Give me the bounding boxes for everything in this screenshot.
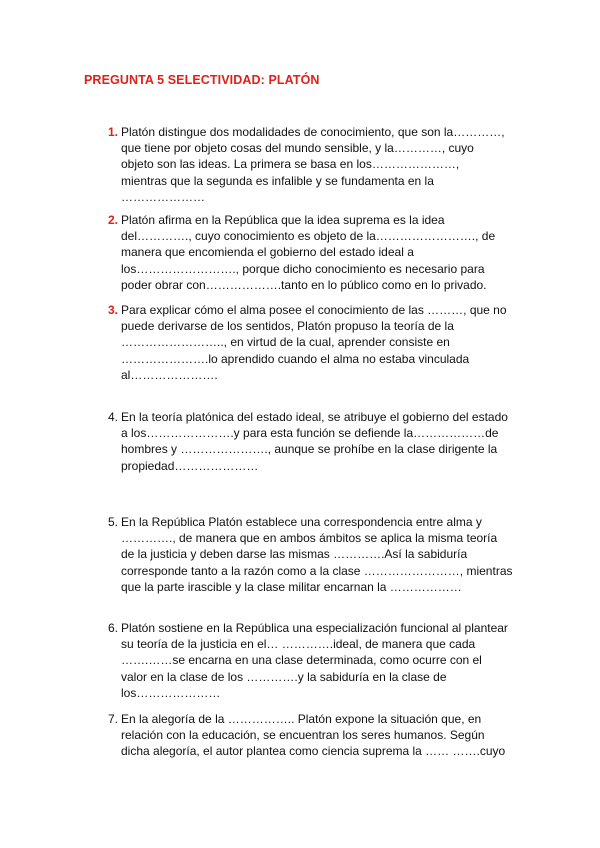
question-text xyxy=(121,124,521,205)
question-line: dicha alegoría, el autor plantea como ciencia suprema la …… …….cuyo xyxy=(121,744,506,759)
question-line: de la justicia y deben darse las mismas ………….Así la sabiduría xyxy=(121,547,468,562)
question-line: objeto son las ideas. La primera se basa en los…………………, xyxy=(121,157,460,172)
question-line: al…………………. xyxy=(121,367,218,382)
question-line: En la alegoría de la …………….. Platón expone la situación que, en xyxy=(121,712,482,726)
question-text xyxy=(121,409,521,474)
question-line: su teoría de la justicia en el… ………….ideal, de manera que cada xyxy=(121,637,476,652)
question-text xyxy=(121,711,521,760)
question-number: 6. xyxy=(107,621,118,635)
question-text xyxy=(121,302,521,383)
question-line: mientras que la segunda es infalible y se fundamenta en la xyxy=(121,173,434,188)
question-line: Platón afirma en la República que la idea suprema es la idea xyxy=(121,213,445,227)
question-line: Platón distingue dos modalidades de conocimiento, que son la…………, xyxy=(121,125,505,139)
question-line: que la parte irascible y la clase militar encarnan la ……………… xyxy=(121,579,462,594)
question-line: hombres y …………………., aunque se prohíbe en la clase dirigente la xyxy=(121,442,498,457)
question-line: relación con la educación, se encuentran los seres humanos. Según xyxy=(121,728,485,743)
question-line: los……………………., porque dicho conocimiento es necesario para xyxy=(121,261,485,276)
question-line: propiedad………………… xyxy=(121,458,259,473)
question-line: manera que encomienda el gobierno del estado ideal a xyxy=(121,245,414,260)
question-number: 5. xyxy=(107,515,118,529)
question-line: los………………… xyxy=(121,685,221,700)
question-line: corresponde tanto a la razón como a la clase ……………………, mientras xyxy=(121,563,513,578)
question-line: del…………., cuyo conocimiento es objeto de la……………………., de xyxy=(121,229,496,244)
question-line: …….……se encarna en una clase determinada, como ocurre con el xyxy=(121,653,482,668)
page-title: PREGUNTA 5 SELECTIVIDAD: PLATÓN xyxy=(84,73,320,87)
question-line: …………., de manera que en ambos ámbitos se aplica la misma teoría xyxy=(121,531,498,546)
question-line: Para explicar cómo el alma posee el conocimiento de las ………, que no xyxy=(121,303,507,317)
question-line: ………………….lo aprendido cuando el alma no estaba vinculada xyxy=(121,351,470,366)
question-line: Platón sostiene en la República una especialización funcional al plantear xyxy=(121,621,508,635)
question-number: 4. xyxy=(107,410,118,424)
question-line: …………………….., en virtud de la cual, aprender consiste en xyxy=(121,335,450,350)
question-text xyxy=(121,620,521,701)
question-number: 1. xyxy=(107,125,118,139)
question-line: En la teoría platónica del estado ideal, se atribuye el gobierno del estado xyxy=(121,410,508,424)
question-line: ………………… xyxy=(121,189,205,204)
question-line: a los………………….y para esta función se defiende la………………de xyxy=(121,426,499,441)
question-line: valor en la clase de los ………….y la sabiduría en la clase de xyxy=(121,669,447,684)
question-text xyxy=(121,514,521,595)
question-line: puede derivarse de los sentidos, Platón propuso la teoría de la xyxy=(121,319,454,334)
question-text xyxy=(121,212,521,293)
question-number: 7. xyxy=(107,712,118,726)
question-line: poder obrar con……………….tanto en lo público como en lo privado. xyxy=(121,277,487,292)
question-number: 2. xyxy=(107,213,118,227)
question-number: 3. xyxy=(107,303,118,317)
question-line: que tiene por objeto cosas del mundo sensible, y la…………, cuyo xyxy=(121,141,474,156)
question-line: En la República Platón establece una correspondencia entre alma y xyxy=(121,515,482,529)
